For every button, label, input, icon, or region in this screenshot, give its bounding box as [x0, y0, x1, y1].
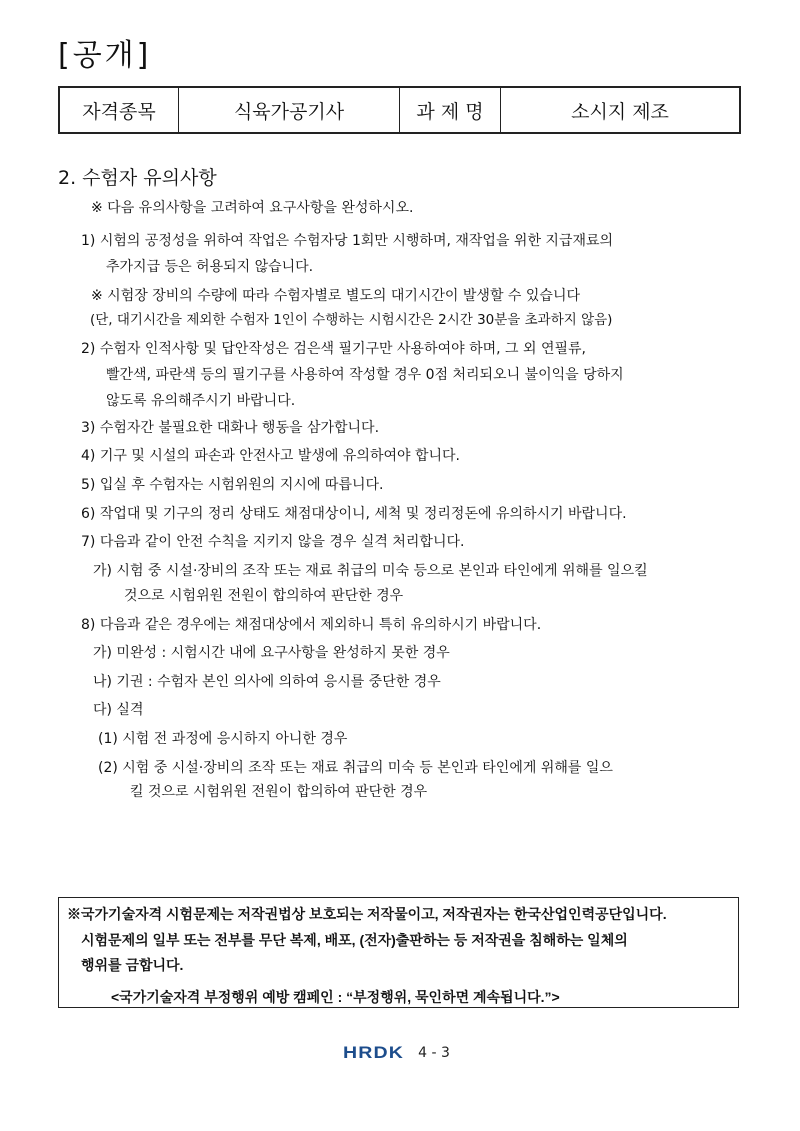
instruction-line: 것으로 시험위원 전원이 합의하여 판단한 경우	[124, 588, 404, 604]
instruction-line: ※ 다음 유의사항을 고려하여 요구사항을 완성하시오.	[91, 200, 414, 216]
exam-header-table	[58, 86, 741, 134]
notice-line: 시험문제의 일부 또는 전부를 무단 복제, 배포, (전자)출판하는 등 저작권을 침해하는 일체의	[81, 932, 628, 948]
campaign-line: <국가기술자격 부정행위 예방 캠페인 : “부정행위, 묵인하면 계속됩니다.”>	[111, 989, 560, 1005]
instruction-line: (단, 대기시간을 제외한 수험자 1인이 수행하는 시험시간은 2시간 30분을 초과하지 않음)	[90, 312, 613, 328]
instruction-line: (2) 시험 중 시설·장비의 조작 또는 재료 취급의 미숙 등 본인과 타인에게 위해를 일으	[98, 760, 613, 776]
instruction-line: 나) 기권 : 수험자 본인 의사에 의하여 응시를 중단한 경우	[93, 674, 441, 690]
notice-line: ※국가기술자격 시험문제는 저작권법상 보호되는 저작물이고, 저작권자는 한국산업인력공단입니다.	[67, 906, 667, 922]
hrdk-logo: HRDK	[343, 1043, 405, 1062]
instruction-line: 가) 시험 중 시설·장비의 조작 또는 재료 취급의 미숙 등으로 본인과 타인에게 위해를 일으킬	[93, 563, 648, 579]
notice-line: 행위를 금합니다.	[81, 957, 184, 973]
instruction-line: 6) 작업대 및 기구의 정리 상태도 채점대상이니, 세척 및 정리정돈에 유의하시기 바랍니다.	[81, 506, 627, 522]
page-footer	[343, 1043, 450, 1063]
instruction-line: 2) 수험자 인적사항 및 답안작성은 검은색 필기구만 사용하여야 하며, 그 외 연필류,	[81, 341, 586, 357]
field-label: 자격종목	[59, 87, 179, 133]
instruction-line: 않도록 유의해주시기 바랍니다.	[106, 393, 296, 409]
instruction-line: (1) 시험 전 과정에 응시하지 아니한 경우	[98, 731, 348, 747]
instruction-line: 3) 수험자간 불필요한 대화나 행동을 삼가합니다.	[81, 420, 380, 436]
public-label: [공개]	[58, 38, 152, 73]
instruction-line: 빨간색, 파란색 등의 필기구를 사용하여 작성할 경우 0점 처리되오니 불이익을 당하지	[106, 367, 624, 383]
instruction-line: ※ 시험장 장비의 수량에 따라 수험자별로 별도의 대기시간이 발생할 수 있습니다	[91, 288, 580, 304]
task-value: 소시지 제조	[501, 87, 741, 133]
copyright-notice-box	[58, 897, 739, 1008]
page-number: 4 - 3	[418, 1045, 450, 1061]
instruction-line: 킬 것으로 시험위원 전원이 합의하여 판단한 경우	[130, 784, 428, 800]
instruction-line: 추가지급 등은 허용되지 않습니다.	[106, 259, 314, 275]
section-title: 2. 수험자 유의사항	[58, 167, 217, 189]
instruction-line: 다) 실격	[93, 702, 144, 718]
instruction-line: 4) 기구 및 시설의 파손과 안전사고 발생에 유의하여야 합니다.	[81, 448, 460, 464]
field-value: 식육가공기사	[179, 87, 400, 133]
instruction-line: 5) 입실 후 수험자는 시험위원의 지시에 따릅니다.	[81, 477, 384, 493]
instruction-line: 1) 시험의 공정성을 위하여 작업은 수험자당 1회만 시행하며, 재작업을 위한 지급재료의	[81, 233, 614, 249]
instruction-line: 8) 다음과 같은 경우에는 채점대상에서 제외하니 특히 유의하시기 바랍니다.	[81, 617, 542, 633]
instruction-line: 가) 미완성 : 시험시간 내에 요구사항을 완성하지 못한 경우	[93, 645, 450, 661]
instruction-line: 7) 다음과 같이 안전 수칙을 지키지 않을 경우 실격 처리합니다.	[81, 534, 465, 550]
task-label: 과 제 명	[400, 87, 501, 133]
